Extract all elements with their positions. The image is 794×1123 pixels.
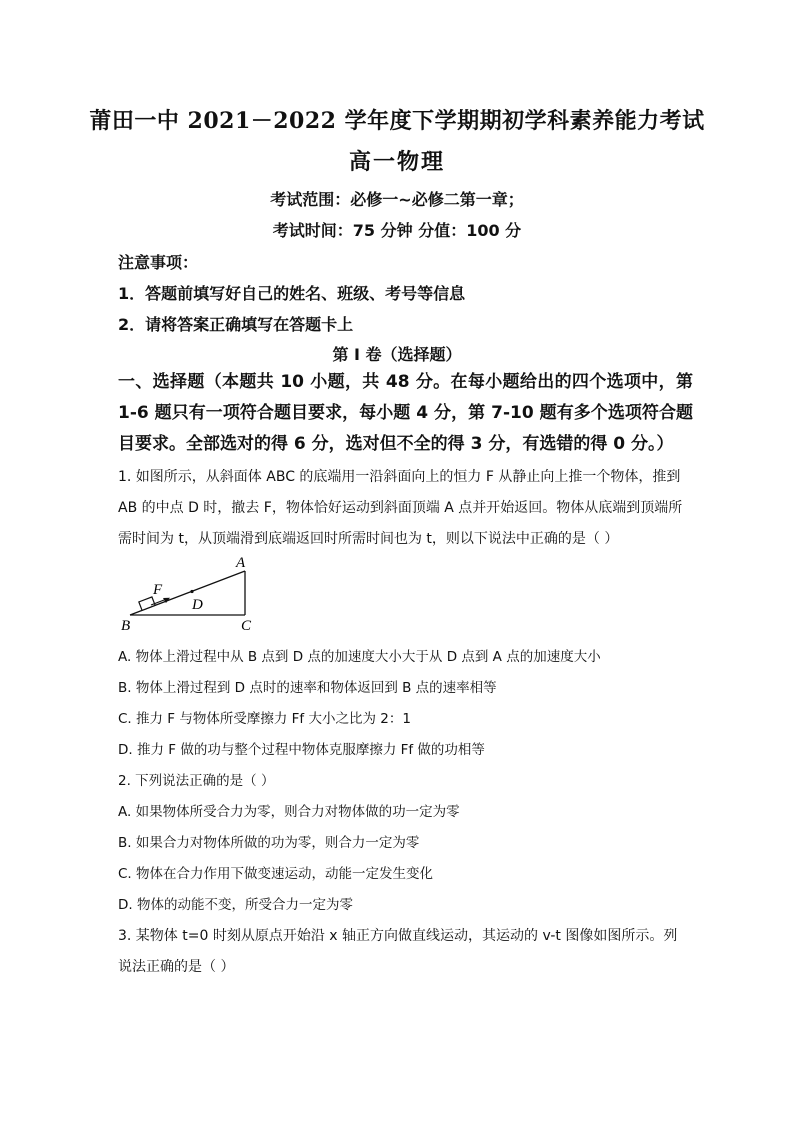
volume-heading: 第 I 卷（选择题） (332, 345, 462, 364)
question-1-option-d: D. 推力 F 做的功与整个过程中物体克服摩擦力 Ff 做的功相等 (118, 742, 485, 758)
label-f: F (153, 582, 163, 598)
note-item-1: 1．答题前填写好自己的姓名、班级、考号等信息 (118, 284, 466, 303)
question-2-stem: 2. 下列说法正确的是（ ） (118, 773, 275, 789)
exam-title: 莆田一中 2021－2022 学年度下学期期初学科素养能力考试 (89, 108, 705, 134)
note-item-2: 2．请将答案正确填写在答题卡上 (118, 315, 354, 334)
label-b: B (121, 618, 131, 634)
question-1-option-b: B. 物体上滑过程到 D 点时的速率和物体返回到 B 点的速率相等 (118, 680, 497, 696)
incline-diagram (118, 553, 268, 635)
exam-subject: 高一物理 (348, 149, 445, 175)
question-1-option-c: C. 推力 F 与物体所受摩擦力 Ff 大小之比为 2：1 (118, 711, 411, 727)
label-a: A (236, 555, 246, 571)
question-2-option-d: D. 物体的动能不变，所受合力一定为零 (118, 897, 353, 913)
question-3-stem: 3. 某物体 t=0 时刻从原点开始沿 x 轴正方向做直线运动，其运动的 v-t 图像如图所示。列说法正确的是（ ） (118, 928, 678, 975)
question-1-option-a: A. 物体上滑过程中从 B 点到 D 点的加速度大小大于从 D 点到 A 点的加速度大小 (118, 649, 601, 665)
section-intro: 一、选择题（本题共 10 小题，共 48 分。在每小题给出的四个选项中，第 1-6 题只有一项符合题目要求，每小题 4 分，第 7-10 题有多个选项符合题目要求。全部选对的得 6 分，选对但不全的得 3 分，有选错的得 0 分。） (118, 372, 693, 454)
midpoint-d-dot (190, 590, 193, 593)
question-2-option-b: B. 如果合力对物体所做的功为零，则合力一定为零 (118, 835, 420, 851)
exam-time: 考试时间：75 分钟 分值：100 分 (272, 221, 522, 240)
block-shape (139, 597, 155, 610)
notes-heading: 注意事项： (118, 253, 199, 272)
question-1-stem: 1. 如图所示，从斜面体 ABC 的底端用一沿斜面向上的恒力 F 从静止向上推一个物体，推到 AB 的中点 D 时，撤去 F，物体恰好运动到斜面顶端 A 点并开始返回。物体从底端到顶端所需时间为 t，从顶端滑到底端返回时所需时间也为 t，则以下说法中正确的是（ ） (118, 469, 683, 547)
label-c: C (241, 618, 252, 634)
label-d: D (192, 597, 203, 613)
exam-scope: 考试范围：必修一~必修二第一章； (270, 190, 524, 209)
question-2-option-a: A. 如果物体所受合力为零，则合力对物体做的功一定为零 (118, 804, 460, 820)
question-2-option-c: C. 物体在合力作用下做变速运动，动能一定发生变化 (118, 866, 434, 882)
